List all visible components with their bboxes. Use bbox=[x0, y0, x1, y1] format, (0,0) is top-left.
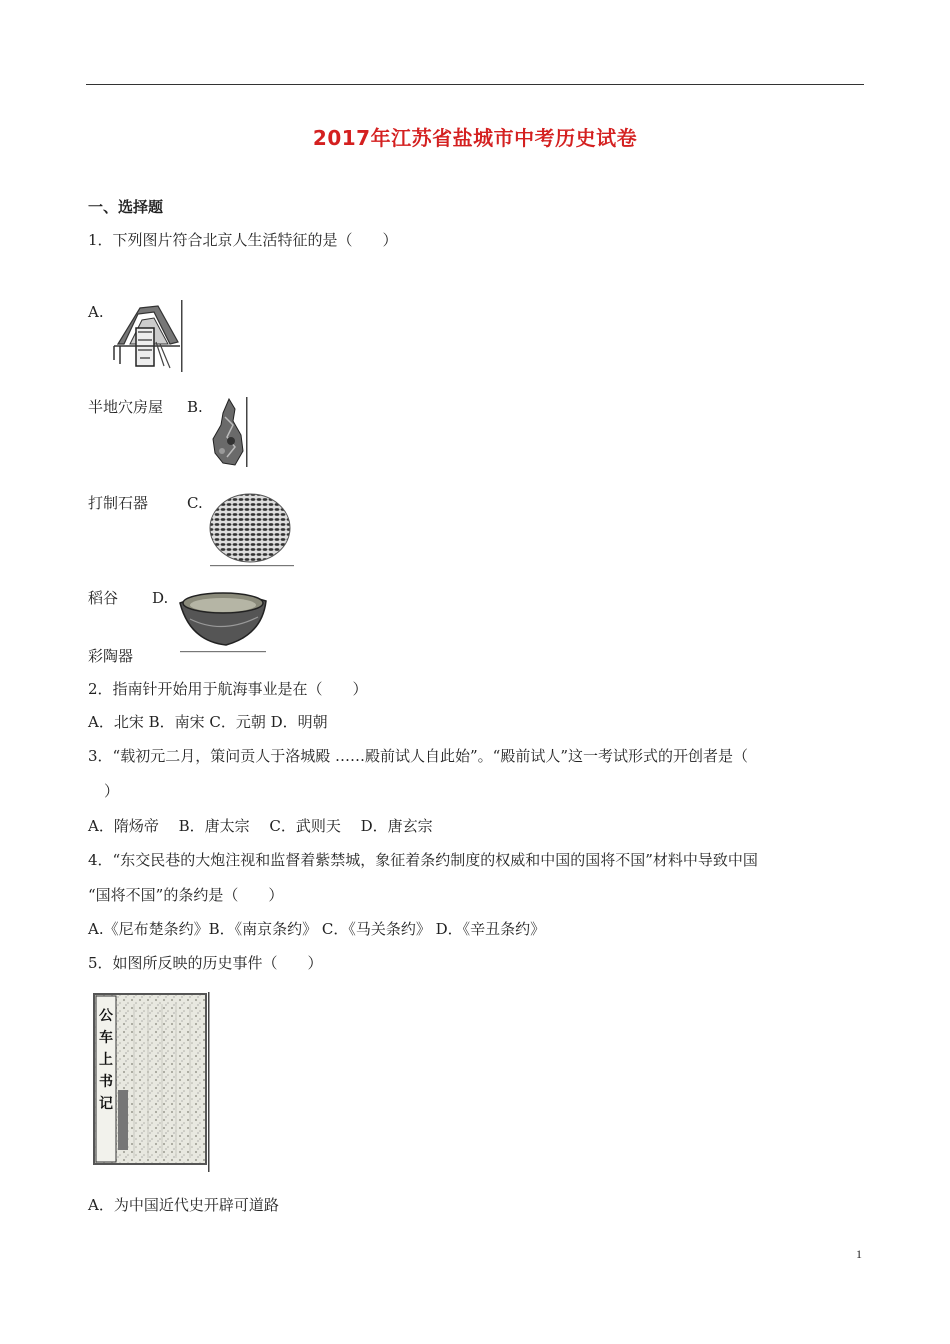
q4-stem-cont: “国将不国”的条约是（ ） bbox=[88, 886, 284, 904]
q1-c-caption: 稻谷 bbox=[88, 589, 119, 607]
q4-options: A.《尼布楚条约》B．《南京条约》 C．《马关条约》 D．《辛丑条约》 bbox=[88, 920, 546, 938]
q1-d-label: D. bbox=[152, 589, 169, 607]
rice-grain-image bbox=[208, 492, 296, 568]
q1-c-label: C. bbox=[187, 494, 203, 512]
chipped-stone-tool-image bbox=[207, 395, 251, 469]
q5-option-a: A．为中国近代史开辟可道路 bbox=[88, 1196, 279, 1214]
page-number: 1 bbox=[856, 1247, 862, 1261]
q1-b-label: B. bbox=[187, 398, 203, 416]
page-title: 2017年江苏省盐城市中考历史试卷 bbox=[312, 126, 638, 150]
q2-options: A．北宋 B．南宋 C．元朝 D．明朝 bbox=[88, 713, 328, 731]
q1-a-caption: 半地穴房屋 bbox=[88, 398, 164, 416]
q1-stem: 1．下列图片符合北京人生活特征的是（ ） bbox=[88, 231, 398, 249]
q1-d-caption: 彩陶器 bbox=[88, 647, 134, 665]
svg-text:上: 上 bbox=[99, 1052, 113, 1068]
q1-b-caption: 打制石器 bbox=[88, 494, 149, 512]
q3-stem-cont: ） bbox=[104, 782, 120, 800]
q4-stem: 4．“东交民巷的大炮注视和监督着紫禁城，象征着条约制度的权威和中国的国将不国”材料中导致中国 bbox=[88, 851, 758, 869]
historical-document-image bbox=[90, 990, 214, 1174]
q3-stem: 3．“载初元二月，策问贡人于洛城殿 ……殿前试人自此始”。“殿前试人”这一考试形式的开创者是（ bbox=[88, 747, 748, 765]
semi-subterranean-house-image bbox=[110, 298, 186, 374]
svg-text:记: 记 bbox=[99, 1096, 113, 1112]
painted-pottery-image bbox=[176, 585, 270, 655]
q1-a-label: A. bbox=[88, 303, 104, 321]
svg-text:车: 车 bbox=[99, 1030, 113, 1046]
section-heading: 一、选择题 bbox=[88, 198, 164, 216]
q3-options: A．隋炀帝 B．唐太宗 C．武则天 D．唐玄宗 bbox=[88, 817, 433, 835]
svg-text:公: 公 bbox=[99, 1008, 113, 1024]
header-rule bbox=[86, 84, 864, 85]
svg-text:书: 书 bbox=[99, 1074, 113, 1090]
q5-stem: 5．如图所反映的历史事件（ ） bbox=[88, 954, 323, 972]
q2-stem: 2．指南针开始用于航海事业是在（ ） bbox=[88, 680, 368, 698]
